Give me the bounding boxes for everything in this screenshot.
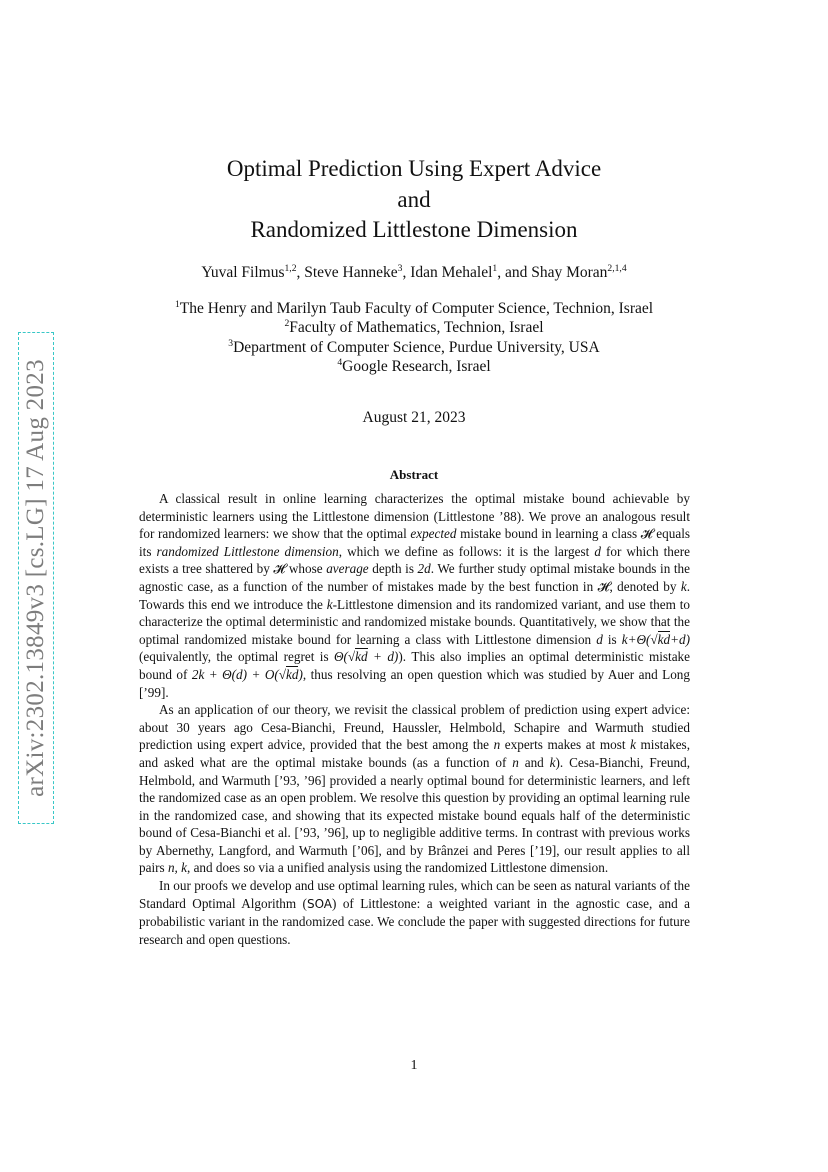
abstract-body [139,490,690,948]
author-name: Shay Moran [531,264,608,281]
author-affiliation-mark: 1,2 [284,262,297,274]
abstract-heading: Abstract [389,467,439,482]
math-regret: Θ(√kd + d) [334,649,399,665]
author-separator: , and [497,264,532,281]
affiliation-text: Google Research, Israel [342,358,491,375]
title-line-3: Randomized Littlestone Dimension [250,217,578,242]
abstract-paragraph-2: As an application of our theory, we revisit the classical problem of prediction using expert advice: about 30 years ago Cesa-Bianchi, Freund, Haussler, Helmbold, Schapire and Warmuth studied prediction using expert advice, provided that the best among the n experts makes at most k mistakes, and asked what are the optimal mistake bounds (as a function of n and k). Cesa-Bianchi, Freund, Helmbold, and Warmuth [’93, ’96] provided a nearly optimal bound for deterministic learners, and left the randomized case as an open problem. We resolve this question by providing an optimal learning rule in the randomized case, and showing that its expected mistake bound equals half of the deterministic bound of Cesa-Bianchi et al. [’93, ’96], up to negligible additive terms. In contrast with previous works by Abernethy, Langford, and Warmuth [’06], and by Brânzei and Peres [’19], our result applies to all pairs n, k, and does so via a unified analysis using the randomized Littlestone dimension. [139,702,691,876]
affiliation-2 [0,319,828,337]
author-affiliation-mark: 1 [492,262,498,274]
paper-date: August 21, 2023 [362,409,466,426]
affiliation-number: 3 [228,337,234,349]
affiliation-text: Department of Computer Science, Purdue University, USA [233,339,600,356]
author-name: Steve Hanneke [304,264,398,281]
math-bound-2: 2k + Θ(d) + O(√kd) [191,666,303,682]
affiliation-text: Faculty of Mathematics, Technion, Israel [289,319,544,336]
author-affiliation-mark: 3 [397,262,403,274]
author-list [0,264,828,282]
affiliation-4 [0,358,828,376]
title-line-1: Optimal Prediction Using Expert Advice [226,156,602,181]
affiliation-3 [0,339,828,357]
affiliation-text: The Henry and Marilyn Taub Faculty of Computer Science, Technion, Israel [179,300,654,317]
soa-acronym: SOA [306,896,333,911]
author-separator: , [296,264,305,281]
abstract-paragraph-3: In our proofs we develop and use optimal learning rules, which can be seen as natural variants of the Standard Optimal Algorithm (SOA) of Littlestone: a weighted variant in the agnostic case, and a probabilistic variant in the randomized case. We conclude the paper with suggested directions for future research and open questions. [139,878,690,947]
author-name: Idan Mehalel [410,264,493,281]
author-name: Yuval Filmus [201,264,285,281]
abstract-paragraph-1: A classical result in online learning characterizes the optimal mistake bound achievable by deterministic learners using the Littlestone dimension (Littlestone ’88). We prove an analogous result for randomized learners: we show that the optimal expected mistake bound in learning a class 𝓗 equals its randomized Littlestone dimension, which we define as follows: it is the largest d for which there exists a tree shattered by 𝓗 whose average depth is 2d. We further study optimal mistake bounds in the agnostic case, as a function of the number of mistakes made by the best function in 𝓗, denoted by k. Towards this end we introduce the k-Littlestone dimension and its randomized variant, and use them to characterize the optimal deterministic and randomized mistake bounds. Quantitatively, we show that the optimal randomized mistake bound for learning a class with Littlestone dimension d is k+Θ(√kd+d) (equivalently, the optimal regret is Θ(√kd + d)). This also implies an optimal deterministic mistake bound of 2k + Θ(d) + O(√kd), thus resolving an open question which was studied by Auer and Long [’99]. [139,491,691,700]
title-line-2: and [397,187,431,212]
arxiv-identifier[interactable]: arXiv:2302.13849v3 [cs.LG] 17 Aug 2023 [22,359,49,797]
math-bound-1: k+Θ(√kd+d) [621,631,691,647]
author-affiliation-mark: 2,1,4 [607,262,627,274]
affiliation-1 [0,300,828,318]
author-separator: , [402,264,411,281]
page-number: 1 [410,1058,418,1073]
affiliation-number: 1 [174,298,180,310]
affiliation-number: 2 [284,317,290,329]
affiliation-number: 4 [337,356,343,368]
